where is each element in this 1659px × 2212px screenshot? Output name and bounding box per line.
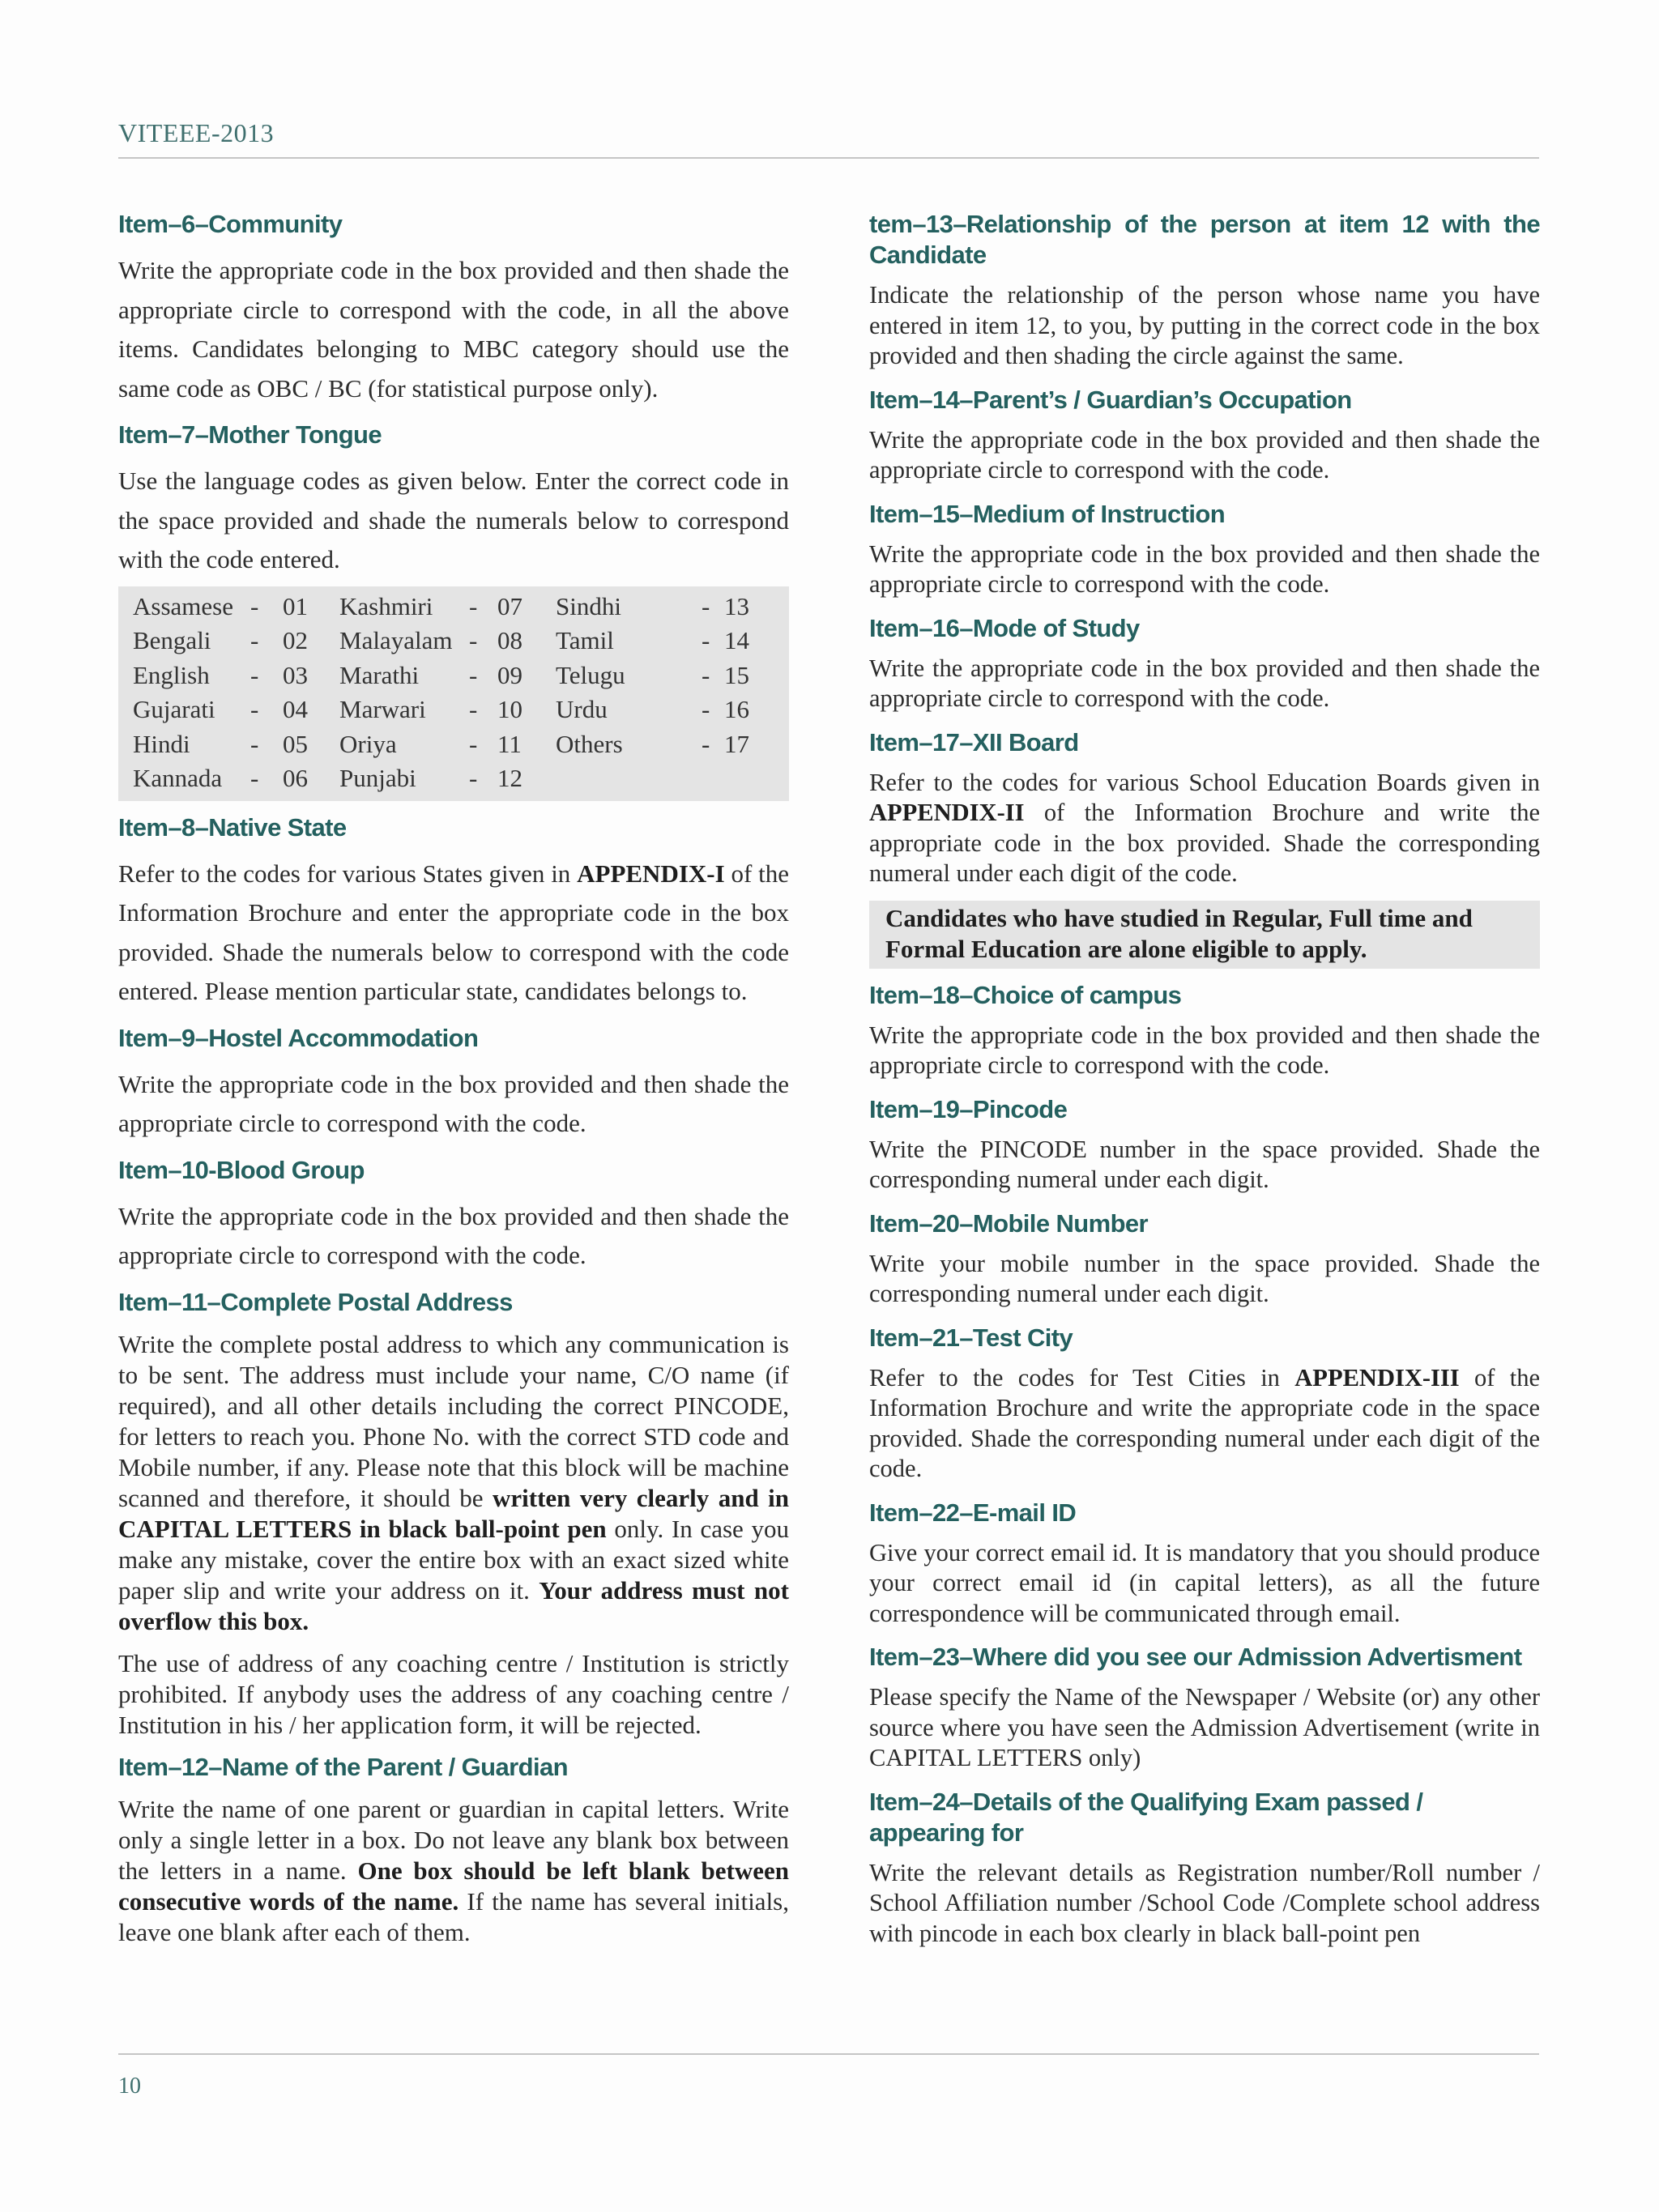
item-9-section [118,1023,789,1144]
language-dash: - [702,729,710,758]
language-name: Telugu [556,660,625,689]
item-10-heading: Item–10-Blood Group [118,1155,365,1184]
item-11-heading: Item–11–Complete Postal Address [118,1287,513,1316]
appendix-3-ref: APPENDIX-III [1294,1363,1460,1392]
language-name: Bengali [133,626,211,654]
item-6-section [118,209,789,408]
item-20-heading: Item–20–Mobile Number [869,1208,1149,1238]
item-17-text [869,768,1540,889]
language-code: 16 [724,695,749,723]
language-code: 05 [283,729,308,758]
language-code: 10 [497,695,522,723]
item-14-section [869,385,1540,486]
language-code: 09 [497,660,522,689]
language-dash: - [469,591,478,620]
item-21-text-b: of the Information Brochure and write the appropriate code in the space provided. Shade the corresponding numeral under each digit of the code. [869,1363,1540,1482]
language-name: Punjabi [339,764,416,792]
item-24-section [869,1787,1540,1950]
header-rule [118,157,1539,159]
item-22-section [869,1498,1540,1630]
item-18-section [869,980,1540,1081]
language-dash: - [250,626,259,654]
item-7-text: Use the language codes as given below. Enter the correct code in the space provided and shade the numerals below to correspond with the code entered. [118,467,789,573]
language-row [118,590,789,624]
item-9-text: Write the appropriate code in the box provided and then shade the appropriate circle to correspond with the code. [118,1069,789,1137]
item-16-heading: Item–16–Mode of Study [869,613,1140,642]
language-dash: - [250,660,259,689]
left-column [118,209,789,1959]
language-name [556,761,702,796]
language-code: 15 [724,660,749,689]
item-12-text [118,1794,789,1948]
item-22-heading: Item–22–E-mail ID [869,1498,1077,1527]
item-8-text-a: Refer to the codes for various States given in [118,859,578,888]
item-6-heading: Item–6–Community [118,210,343,238]
item-21-text-a: Refer to the codes for Test Cities in [869,1363,1295,1392]
item-15-text: Write the appropriate code in the box provided and then shade the appropriate circle to correspond with the code. [869,539,1540,598]
item-15-section [869,499,1540,600]
language-dash: - [250,764,259,792]
language-dash: - [250,695,259,723]
item-12-text-b: If the name has several initials, leave one blank after each of them. [118,1886,789,1946]
item-11-bold-b: Your address must not overflow this box. [118,1575,789,1635]
item-12-text-a: Write the name of one parent or guardian in capital letters. Write only a single letter in a box. Do not leave any blank box between the letters in a name. [118,1794,789,1885]
item-21-section [869,1323,1540,1485]
item-10-text: Write the appropriate code in the box provided and then shade the appropriate circle to correspond with the code. [118,1201,789,1269]
language-dash: - [702,660,710,689]
item-15-heading: Item–15–Medium of Instruction [869,499,1226,528]
item-20-section [869,1208,1540,1310]
language-dash: - [469,660,478,689]
item-12-section [118,1752,789,1948]
language-name: Others [556,729,623,758]
eligibility-notice: Candidates who have studied in Regular, Full time and Formal Education are alone eligible to apply. [869,901,1540,969]
language-code: 03 [283,660,308,689]
item-16-text: Write the appropriate code in the box provided and then shade the appropriate circle to correspond with the code. [869,654,1540,712]
item-11-text-c: The use of address of any coaching centre / Institution is strictly prohibited. If anybody uses the address of any coaching centre / Institution in his / her application form, it will be rejected. [118,1648,789,1739]
item-7-heading: Item–7–Mother Tongue [118,420,382,449]
language-dash: - [469,764,478,792]
item-13-section [869,209,1540,372]
language-row [118,761,789,796]
item-8-heading: Item–8–Native State [118,812,347,842]
item-11-bold-a: written very clearly and in CAPITAL LETTERS in black ball-point pen [118,1483,790,1543]
language-dash: - [250,591,259,620]
language-row [118,693,789,727]
language-name: Assamese [133,591,233,620]
item-8-text-b: of the Information Brochure and enter the appropriate code in the box provided. Shade the numerals below to correspond with the code entered. Please mention particular state, candidates belongs to. [118,859,789,1005]
right-column [869,209,1540,1962]
page-number: 10 [118,2073,141,2099]
language-code [724,761,773,796]
item-17-text-a: Refer to the codes for various School Education Boards given in [869,768,1540,796]
language-name: Tamil [556,626,614,654]
language-code: 14 [724,626,749,654]
language-dash: - [469,626,478,654]
item-9-heading: Item–9–Hostel Accommodation [118,1023,479,1052]
language-name: Marwari [339,695,426,723]
item-17-section [869,727,1540,969]
language-row [118,727,789,762]
item-12-bold: One box should be left blank between consecutive words of the name. [118,1856,789,1916]
running-header: VITEEE-2013 [118,118,275,147]
item-18-text: Write the appropriate code in the box provided and then shade the appropriate circle to correspond with the code. [869,1021,1540,1079]
item-10-section [118,1155,789,1276]
item-6-text: Write the appropriate code in the box provided and then shade the appropriate circle to correspond with the code, in all the above items. Candidates belonging to MBC category should use the same code as OBC / BC (for statistical purpose only). [118,256,789,403]
item-22-text: Give your correct email id. It is mandatory that you should produce your correct email id (in capital letters), as all the future correspondence will be communicated through email. [869,1538,1540,1627]
language-name: Oriya [339,729,397,758]
language-code: 11 [497,729,522,758]
item-11-section [118,1287,789,1741]
language-dash [702,761,724,796]
footer-rule [118,2053,1539,2055]
language-name: Hindi [133,729,190,758]
item-21-heading: Item–21–Test City [869,1323,1073,1352]
item-17-heading: Item–17–XII Board [869,727,1079,757]
item-16-section [869,613,1540,714]
item-23-text: Please specify the Name of the Newspaper / Website (or) any other source where you have seen the Admission Advertisement (write in CAPITAL LETTERS only) [869,1683,1540,1771]
language-code: 07 [497,591,522,620]
item-17-text-b: of the Information Brochure and write the appropriate code in the box provided. Shade the corresponding numeral under each digit of the code. [869,799,1540,887]
item-11-text-b: only. In case you make any mistake, cover the entire box with an exact sized white paper slip and write your address on it. [118,1514,790,1605]
item-7-section [118,420,789,801]
language-code: 08 [497,626,522,654]
appendix-2-ref: APPENDIX-II [869,799,1025,826]
language-code: 17 [724,729,749,758]
language-name: Urdu [556,695,608,723]
item-11-text [118,1329,789,1637]
item-8-text [118,855,789,1012]
item-23-section [869,1642,1540,1774]
language-code: 01 [283,591,308,620]
item-19-text: Write the PINCODE number in the space provided. Shade the corresponding numeral under each digit. [869,1135,1540,1193]
item-12-heading: Item–12–Name of the Parent / Guardian [118,1752,568,1781]
item-13-text: Indicate the relationship of the person whose name you have entered in item 12, to you, by putting in the correct code in the box provided and then shading the circle against the same. [869,281,1540,369]
item-24-heading: Item–24–Details of the Qualifying Exam passed / appearing for [869,1787,1423,1847]
language-code: 12 [497,764,522,792]
language-name: Marathi [339,660,420,689]
item-18-heading: Item–18–Choice of campus [869,980,1182,1009]
language-name: Sindhi [556,591,621,620]
language-name: Malayalam [339,626,453,654]
item-13-heading: tem–13–Relationship of the person at item 12 with the Candidate [869,210,1540,269]
language-name: Kannada [133,764,223,792]
item-14-text: Write the appropriate code in the box provided and then shade the appropriate circle to correspond with the code. [869,425,1540,484]
language-code: 13 [724,591,749,620]
language-dash: - [469,729,478,758]
item-23-heading: Item–23–Where did you see our Admission Advertisment [869,1643,1522,1671]
language-dash: - [702,626,710,654]
item-19-heading: Item–19–Pincode [869,1094,1068,1123]
appendix-1-ref: APPENDIX-I [577,859,725,888]
item-11-text-a: Write the complete postal address to which any communication is to be sent. The address must include your name, C/O name (if required), and all other details including the correct PINCODE, for letters to reach you. Phone No. with the correct STD code and Mobile number, if any. Please note that this block will be machine scanned and therefore, it should be [118,1329,789,1512]
language-row [118,624,789,658]
item-14-heading: Item–14–Parent’s / Guardian’s Occupation [869,385,1352,414]
item-21-text [869,1363,1540,1485]
language-dash: - [702,695,710,723]
item-19-section [869,1094,1540,1196]
language-code-table [118,586,789,801]
language-code: 06 [283,764,308,792]
item-24-text: Write the relevant details as Registration number/Roll number / School Affiliation number /School Code /Complete school address with pincode in each box clearly in black ball-point pen [869,1858,1540,1947]
language-code: 02 [283,626,308,654]
language-dash: - [469,695,478,723]
language-name: Gujarati [133,695,215,723]
language-code: 04 [283,695,308,723]
language-dash: - [250,729,259,758]
item-8-section [118,812,789,1012]
item-20-text: Write your mobile number in the space provided. Shade the corresponding numeral under each digit. [869,1249,1540,1307]
language-name: Kashmiri [339,591,433,620]
language-row [118,658,789,693]
language-dash: - [702,591,710,620]
language-name: English [133,660,210,689]
